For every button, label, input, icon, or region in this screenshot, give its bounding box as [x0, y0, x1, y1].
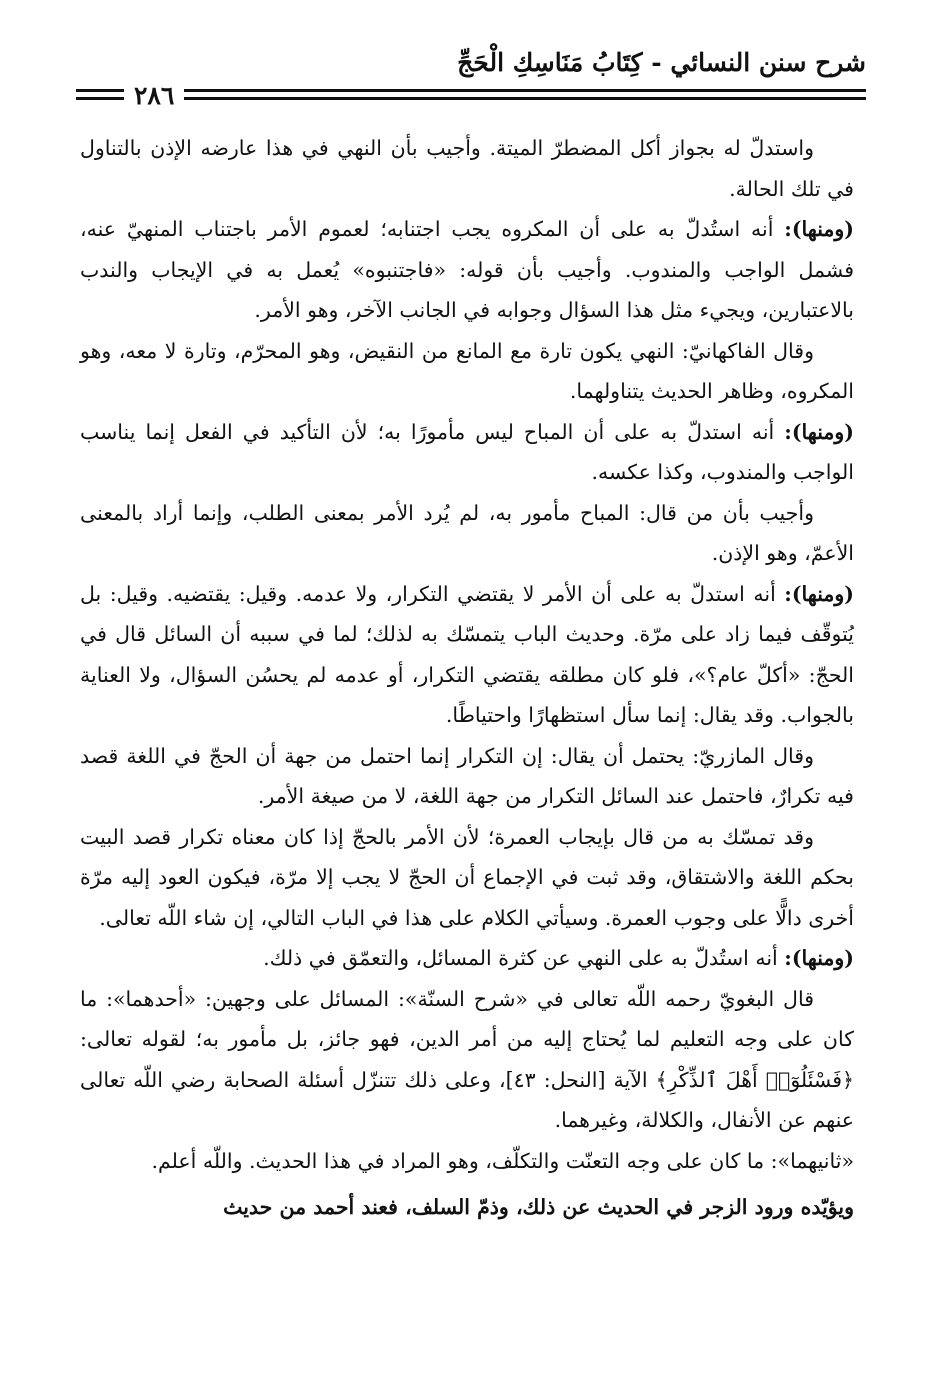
- paragraph: [80, 331, 854, 412]
- paragraph: [80, 128, 854, 209]
- paragraph-text: «ثانيهما»: ما كان على وجه التعنّت والتكلّف، وهو المراد في هذا الحديث. واللّه أعلم.: [151, 1148, 854, 1173]
- paragraph: [80, 209, 854, 331]
- paragraph-keyword: (ومنها):: [784, 946, 854, 970]
- paragraph-keyword: (ومنها):: [784, 217, 854, 241]
- page-body: [80, 128, 854, 1228]
- paragraph-text: وأجيب بأن من قال: المباح مأمور به، لم يُرد الأمر بمعنى الطلب، وإنما أراد بالمعنى الأعمّ، وهو الإذن.: [80, 500, 854, 565]
- paragraph-text: واستدلّ له بجواز أكل المضطرّ الميتة. وأجيب بأن النهي في هذا عارضه الإذن بالتناول في تلك الحالة.: [80, 136, 854, 201]
- paragraph: [80, 938, 854, 979]
- paragraph-text: وقال الفاكهانيّ: النهي يكون تارة مع المانع من النقيض، وهو المحرّم، وتارة لا معه، وهو المكروه، وظاهر الحديث يتناولهما.: [80, 338, 854, 403]
- paragraph-text: قال البغويّ رحمه اللّه تعالى في «شرح السنّة»: المسائل على وجهين: «أحدهما»: ما كان على وجه التعليم لما يُحتاج إليه من أمر الدين، فهو جائز، بل مأمور به؛ لقوله تعالى: ﴿فَسْئَلُوٓا۟ أَهْلَ ٱلذِّكْرِ﴾ الآية [النحل: ٤٣]، وعلى ذلك تتنزّل أسئلة الصحابة رضي اللّه تعالى عنهم عن الأنفال، والكلالة، وغيرهما.: [80, 986, 855, 1132]
- paragraph-text: أنه استُدلّ به على أن المكروه يجب اجتنابه؛ لعموم الأمر باجتناب المنهيّ عنه، فشمل الواجب والمندوب. وأجيب بأن قوله: «فاجتنبوه» يُعمل به في الإيجاب والندب بالاعتبارين، ويجيء مثل هذا السؤال وجوابه في الجانب الآخر، وهو الأمر.: [80, 217, 854, 322]
- paragraph-text: أنه استدلّ به على أن المباح ليس مأمورًا به؛ لأن التأكيد في الفعل إنما يناسب الواجب والمندوب، وكذا عكسه.: [80, 419, 854, 484]
- paragraph: [80, 493, 854, 574]
- paragraph: [80, 736, 854, 817]
- paragraph: [80, 412, 854, 493]
- paragraph-text: وقد تمسّك به من قال بإيجاب العمرة؛ لأن الأمر بالحجّ إذا كان معناه تكرار قصد البيت بحكم اللغة والاشتقاق، وقد ثبت في الإجماع أن الحجّ لا يجب إلا مرّة، فيكون العود إليه مرّة أخرى دالًّا على وجوب العمرة. وسيأتي الكلام على هذا في الباب التالي، إن شاء اللّه تعالى.: [80, 824, 854, 930]
- book-title: شرح سنن النسائي - كِتَابُ مَنَاسِكِ الْحَجِّ: [457, 48, 866, 77]
- paragraph: [80, 1187, 854, 1228]
- paragraph-text: ويؤيّده ورود الزجر في الحديث عن ذلك، وذمّ السلف، فعند أحمد من حديث: [223, 1195, 854, 1219]
- paragraph-text: وقال المازريّ: يحتمل أن يقال: إن التكرار إنما احتمل من جهة أن الحجّ في اللغة قصد فيه تكرارٌ، فاحتمل عند السائل التكرار من جهة اللغة، لا من صيغة الأمر.: [80, 743, 854, 808]
- paragraph-keyword: (ومنها):: [784, 419, 854, 444]
- page-number: ٢٨٦: [124, 84, 184, 108]
- header-rule: [76, 97, 866, 100]
- paragraph: [80, 1141, 854, 1182]
- paragraph: [80, 574, 854, 736]
- header-rule: [76, 89, 866, 92]
- paragraph-text: أنه استدلّ به على أن الأمر لا يقتضي التكرار، ولا عدمه. وقيل: يقتضيه. وقيل: بل يُتوقّف فيما زاد على مرّة. وحديث الباب يتمسّك به لذلك؛ لما في سببه أن السائل قال في الحجّ: «أكلّ عام؟»، فلو كان مطلقه يقتضي التكرار، أو عدمه لم يحسُن السؤال، ولا العناية بالجواب. وقد يقال: إنما سأل استظهارًا واحتياطًا.: [80, 581, 854, 727]
- page-header: [76, 44, 866, 114]
- paragraph-keyword: (ومنها):: [784, 581, 854, 606]
- paragraph-text: أنه استُدلّ به على النهي عن كثرة المسائل، والتعمّق في ذلك.: [263, 946, 785, 970]
- paragraph: [80, 979, 854, 1141]
- paragraph: [80, 817, 854, 939]
